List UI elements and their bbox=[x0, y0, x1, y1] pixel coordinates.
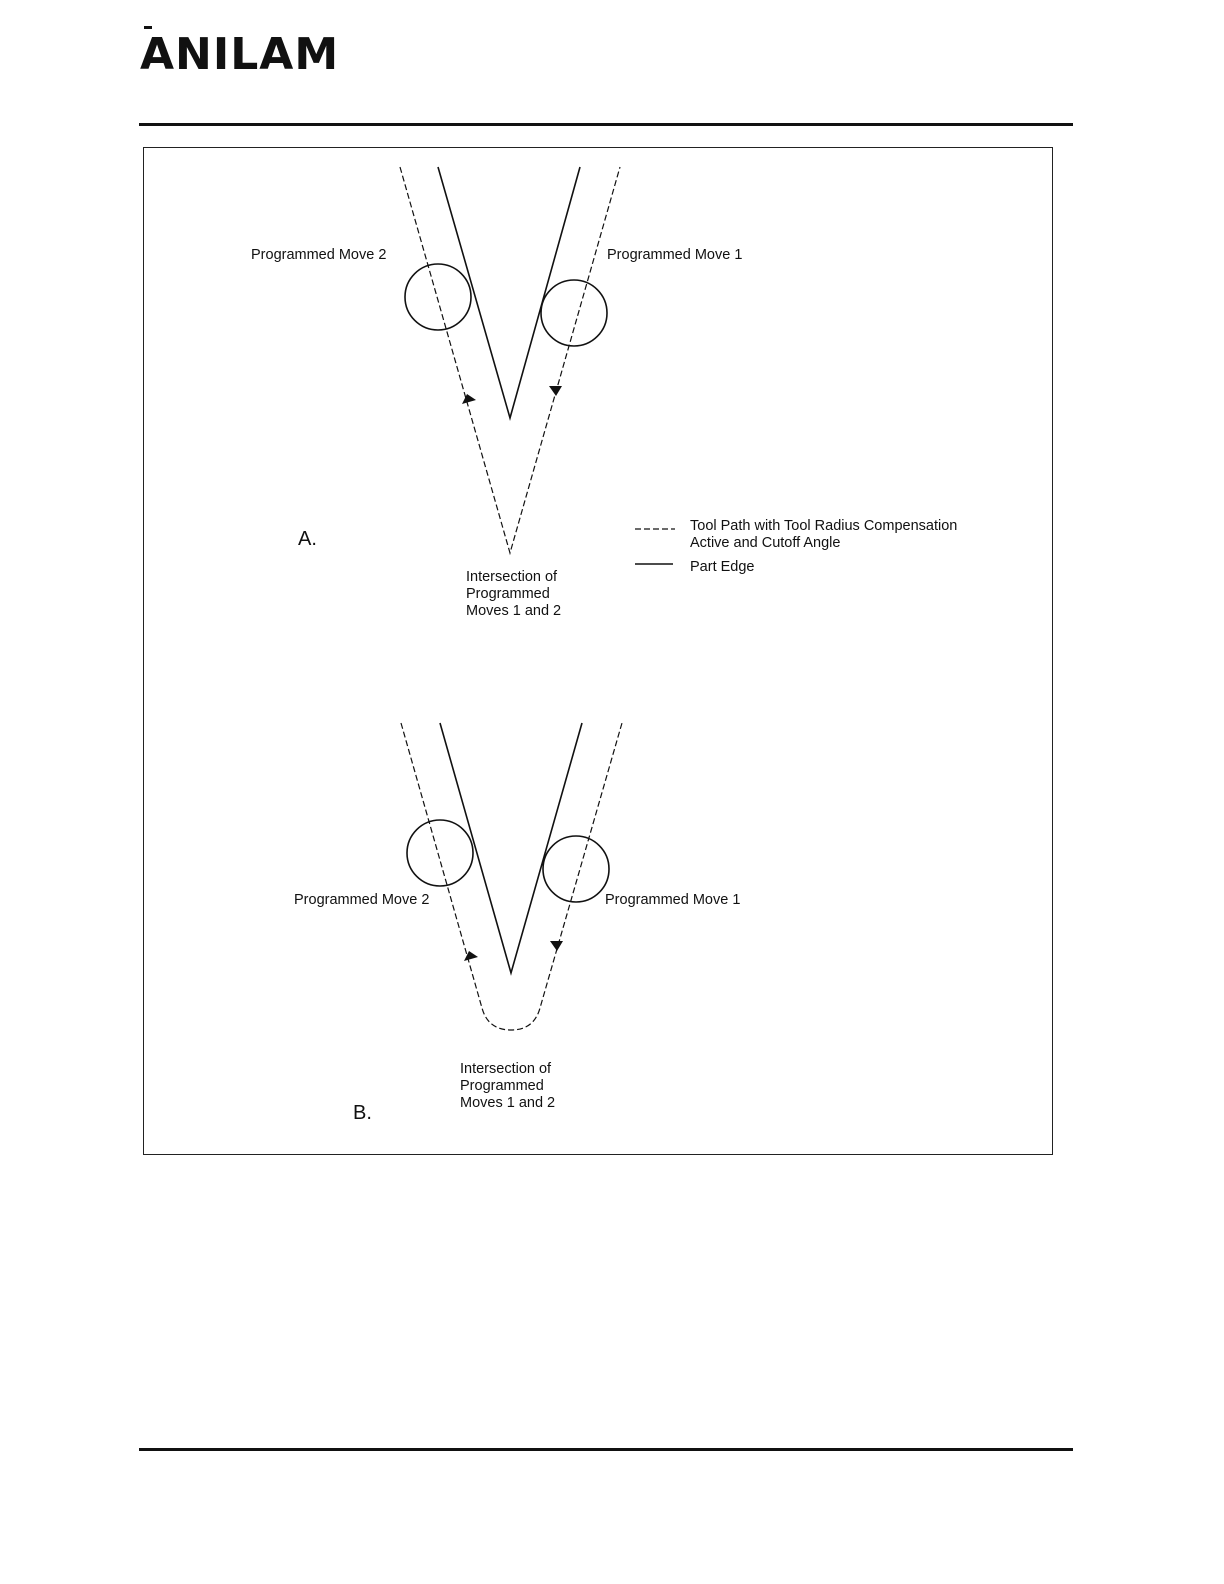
panel-a-arrow-left bbox=[462, 394, 476, 404]
footer-rule bbox=[139, 1448, 1073, 1451]
panel-b-label: B. bbox=[353, 1102, 372, 1124]
panel-a-arrow-right bbox=[549, 386, 562, 396]
panel-b-move1-label: Programmed Move 1 bbox=[605, 892, 741, 908]
panel-a-intersection-line-2: Programmed bbox=[466, 586, 550, 602]
panel-a-tool-path bbox=[400, 167, 620, 553]
legend-solid-label: Part Edge bbox=[690, 559, 755, 575]
panel-a-intersection-line-1: Intersection of bbox=[466, 569, 558, 585]
panel-a-move1-label: Programmed Move 1 bbox=[607, 247, 743, 263]
panel-a-intersection-line-3: Moves 1 and 2 bbox=[466, 603, 562, 619]
panel-a-tool-circle-right bbox=[541, 280, 607, 346]
panel-b-move2-label: Programmed Move 2 bbox=[294, 892, 430, 908]
panel-b-arrow-right bbox=[550, 941, 563, 951]
legend-dashed-line-2: Active and Cutoff Angle bbox=[690, 535, 841, 551]
panel-b-intersection-line-2: Programmed bbox=[460, 1078, 544, 1094]
panel-b-intersection-line-3: Moves 1 and 2 bbox=[460, 1095, 556, 1111]
panel-a-label: A. bbox=[298, 528, 317, 550]
panel-b-intersection-line-1: Intersection of bbox=[460, 1061, 552, 1077]
panel-b-tool-circle-left bbox=[407, 820, 473, 886]
panel-b-tool-circle-right bbox=[543, 836, 609, 902]
panel-b-tool-path bbox=[401, 723, 622, 1030]
panel-a bbox=[251, 167, 742, 619]
legend bbox=[635, 518, 957, 575]
panel-b bbox=[294, 723, 740, 1124]
panel-a-tool-circle-left bbox=[405, 264, 471, 330]
logo-text: ANILAM bbox=[140, 29, 340, 74]
legend-dashed-line-1: Tool Path with Tool Radius Compensation bbox=[690, 518, 958, 534]
panel-a-move2-label: Programmed Move 2 bbox=[251, 247, 387, 263]
